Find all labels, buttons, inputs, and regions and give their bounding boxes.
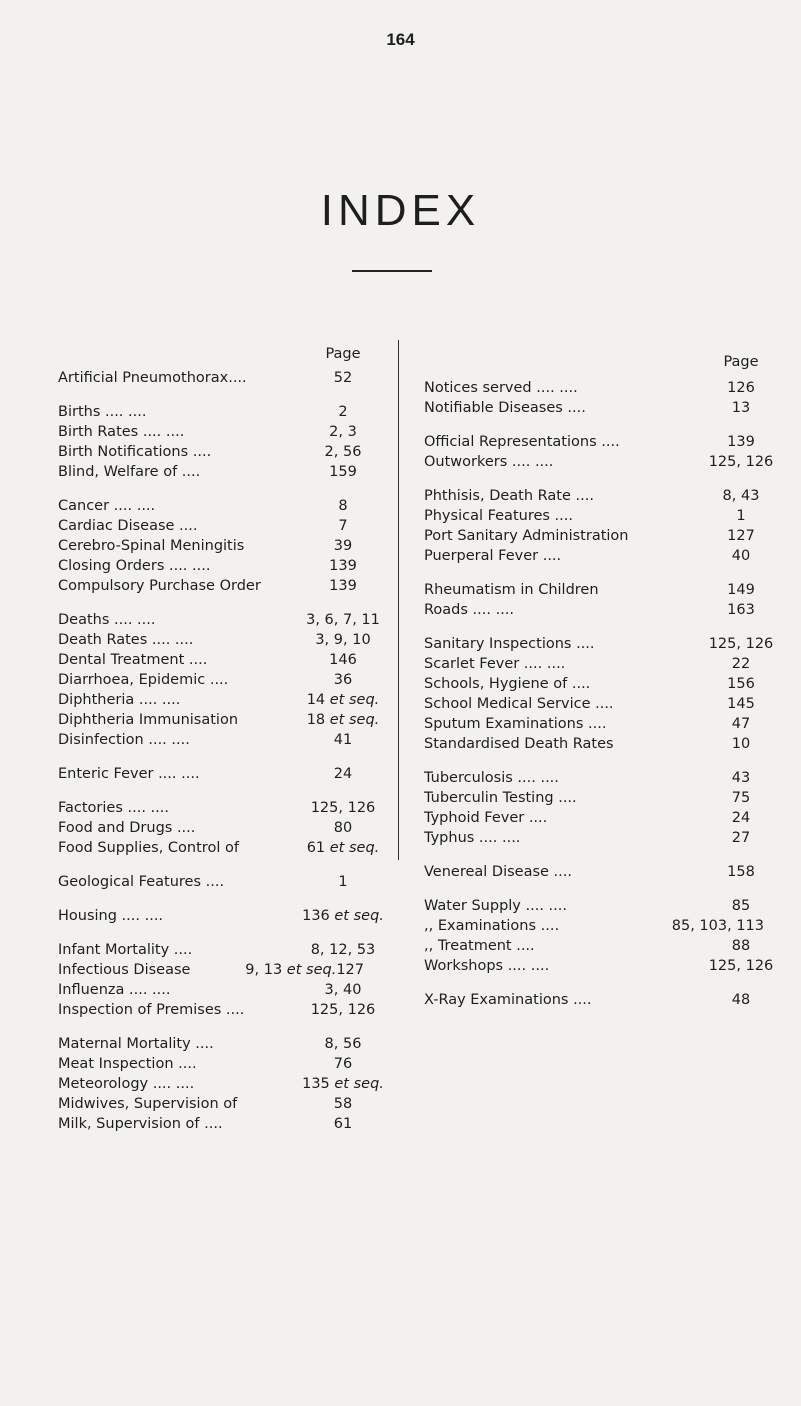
index-entry (58, 444, 388, 464)
page-reference: 139 (727, 434, 755, 450)
index-entry (424, 400, 776, 420)
index-pages (298, 498, 388, 514)
et-seq-label: et seq. (329, 908, 384, 924)
index-term: Influenza .... .... (58, 982, 171, 998)
index-term: Blind, Welfare of .... (58, 464, 201, 480)
index-term: Venereal Disease .... (424, 864, 572, 880)
page-reference: 139 (329, 578, 357, 594)
page-reference: 8, 56 (324, 1036, 362, 1052)
index-term: Diphtheria Immunisation (58, 712, 239, 728)
index-entry (424, 736, 776, 756)
page-reference-after: 127 (336, 962, 364, 978)
index-entry (424, 380, 776, 400)
index-term: Tuberculin Testing .... (424, 790, 577, 806)
index-pages (706, 790, 776, 806)
index-term: Phthisis, Death Rate .... (424, 488, 594, 504)
index-pages (706, 528, 776, 544)
index-entry (58, 652, 388, 672)
column-divider (398, 340, 399, 860)
page-reference: 3, 9, 10 (315, 632, 371, 648)
index-term: Cancer .... .... (58, 498, 156, 514)
index-entry (58, 942, 388, 962)
index-term: Meat Inspection .... (58, 1056, 197, 1072)
index-entry (58, 538, 388, 558)
index-term: Closing Orders .... .... (58, 558, 211, 574)
page-reference: 135 (302, 1076, 330, 1092)
index-term: Sanitary Inspections .... (424, 636, 595, 652)
page-reference: 88 (731, 938, 751, 954)
index-entry (424, 636, 776, 656)
index-entry (424, 938, 776, 958)
index-term: Enteric Fever .... .... (58, 766, 200, 782)
page-reference: 125, 126 (310, 800, 376, 816)
page-reference: 156 (727, 676, 755, 692)
index-entry (58, 464, 388, 484)
page-reference: 139 (329, 558, 357, 574)
index-entry (58, 982, 388, 1002)
page-reference: 61 (333, 1116, 353, 1132)
index-term: Diphtheria .... .... (58, 692, 181, 708)
index-term: Midwives, Supervision of (58, 1096, 238, 1112)
page-reference: 75 (731, 790, 751, 806)
index-term: Physical Features .... (424, 508, 573, 524)
index-term: Scarlet Fever .... .... (424, 656, 566, 672)
index-entry (58, 424, 388, 444)
page-reference: 126 (727, 380, 755, 396)
index-term: Geological Features .... (58, 874, 225, 890)
page-reference: 3, 40 (324, 982, 362, 998)
index-entry (424, 716, 776, 736)
index-entry (424, 992, 776, 1012)
index-entry (58, 800, 388, 820)
index-term: Disinfection .... .... (58, 732, 190, 748)
page-reference: 2 (338, 404, 348, 420)
index-pages (298, 370, 388, 386)
index-entry (424, 810, 776, 830)
page-reference: 125, 126 (708, 958, 774, 974)
index-pages (298, 1036, 388, 1052)
page-heading-right: Page (723, 354, 759, 370)
index-entry (424, 528, 776, 548)
index-entry (424, 898, 776, 918)
index-pages (706, 716, 776, 732)
page-number: 164 (386, 30, 415, 49)
index-entry (58, 578, 388, 598)
et-seq-label: et seq. (282, 962, 337, 978)
index-pages (706, 938, 776, 954)
page-reference: 43 (731, 770, 751, 786)
index-entry (424, 434, 776, 454)
index-pages (298, 558, 388, 574)
index-entry (58, 1116, 388, 1136)
index-entry (58, 732, 388, 752)
index-entry (424, 454, 776, 474)
page-reference: 85 (731, 898, 751, 914)
index-term: Birth Rates .... .... (58, 424, 185, 440)
page-heading-left: Page (325, 346, 361, 362)
page-reference: 58 (333, 1096, 353, 1112)
index-pages (298, 632, 388, 648)
index-term: Rheumatism in Children (424, 582, 599, 598)
index-term: Notices served .... .... (424, 380, 578, 396)
index-entry (58, 558, 388, 578)
index-entry (58, 840, 388, 860)
page-reference: 149 (727, 582, 755, 598)
index-term: Infectious Disease (58, 962, 191, 978)
index-pages (298, 908, 388, 924)
index-term: ,, Examinations .... (424, 918, 560, 934)
index-term: Official Representations .... (424, 434, 620, 450)
index-entry (424, 830, 776, 850)
index-pages (298, 424, 388, 440)
index-entry (58, 1056, 388, 1076)
page-reference: 40 (731, 548, 751, 564)
index-entry (424, 582, 776, 602)
index-term: Typhus .... .... (424, 830, 521, 846)
index-term: Births .... .... (58, 404, 147, 420)
index-term: ,, Treatment .... (424, 938, 535, 954)
index-term: Birth Notifications .... (58, 444, 212, 460)
index-pages (298, 652, 388, 668)
index-pages (298, 942, 388, 958)
index-pages (706, 736, 776, 752)
index-pages (298, 732, 388, 748)
index-entry (58, 1096, 388, 1116)
index-pages (706, 830, 776, 846)
index-term: Dental Treatment .... (58, 652, 208, 668)
index-pages (706, 810, 776, 826)
page-reference: 2, 56 (324, 444, 362, 460)
index-term: Deaths .... .... (58, 612, 156, 628)
index-entry (424, 770, 776, 790)
page-reference: 13 (731, 400, 751, 416)
index-entry (58, 1036, 388, 1056)
index-pages (706, 676, 776, 692)
et-seq-label: et seq. (325, 712, 380, 728)
page-reference: 158 (727, 864, 755, 880)
index-term: Schools, Hygiene of .... (424, 676, 591, 692)
index-pages (706, 488, 776, 504)
index-pages (624, 918, 764, 934)
index-pages (706, 864, 776, 880)
index-pages (706, 992, 776, 1008)
index-entry (58, 962, 388, 982)
page-reference: 48 (731, 992, 751, 1008)
page-reference: 14 (306, 692, 326, 708)
index-pages (298, 766, 388, 782)
index-term: Sputum Examinations .... (424, 716, 607, 732)
page-reference: 1 (736, 508, 746, 524)
index-pages (706, 696, 776, 712)
page-reference: 8 (338, 498, 348, 514)
index-entry (58, 692, 388, 712)
index-pages (298, 874, 388, 890)
index-pages (706, 636, 776, 652)
index-pages (298, 612, 388, 628)
page-reference: 10 (731, 736, 751, 752)
index-entry (58, 1002, 388, 1022)
index-term: X-Ray Examinations .... (424, 992, 592, 1008)
index-pages (298, 404, 388, 420)
index-pages (298, 692, 388, 708)
page-reference: 145 (727, 696, 755, 712)
index-term: Cerebro-Spinal Meningitis (58, 538, 245, 554)
index-term: Maternal Mortality .... (58, 1036, 214, 1052)
index-term: Tuberculosis .... .... (424, 770, 559, 786)
index-entry (58, 908, 388, 928)
index-pages (298, 840, 388, 856)
page-reference: 146 (329, 652, 357, 668)
page-reference: 1 (338, 874, 348, 890)
et-seq-label: et seq. (329, 1076, 384, 1092)
index-entry (424, 548, 776, 568)
page-reference: 39 (333, 538, 353, 554)
index-pages (298, 578, 388, 594)
page-reference: 76 (333, 1056, 353, 1072)
index-pages (298, 518, 388, 534)
page-reference: 125, 126 (708, 454, 774, 470)
page-reference: 85, 103, 113 (671, 918, 764, 934)
et-seq-label: et seq. (325, 840, 380, 856)
index-pages (706, 434, 776, 450)
index-entry (424, 918, 776, 938)
page-reference: 52 (333, 370, 353, 386)
index-term: Meteorology .... .... (58, 1076, 195, 1092)
index-entry (424, 696, 776, 716)
page-reference: 136 (302, 908, 330, 924)
index-entry (58, 632, 388, 652)
index-entry (58, 820, 388, 840)
index-term: Death Rates .... .... (58, 632, 194, 648)
index-pages (706, 548, 776, 564)
index-entry (424, 864, 776, 884)
index-entry (58, 874, 388, 894)
index-pages (298, 800, 388, 816)
index-term: Typhoid Fever .... (424, 810, 548, 826)
page-reference: 27 (731, 830, 751, 846)
title-rule (352, 270, 432, 272)
index-pages (706, 508, 776, 524)
index-term: Food Supplies, Control of (58, 840, 239, 856)
index-entry (58, 1076, 388, 1096)
page-reference: 2, 3 (329, 424, 357, 440)
et-seq-label: et seq. (325, 692, 380, 708)
index-pages (706, 656, 776, 672)
page-reference: 24 (333, 766, 353, 782)
page-reference: 80 (333, 820, 353, 836)
page-reference: 9, 13 (245, 962, 283, 978)
index-term: Water Supply .... .... (424, 898, 567, 914)
index-term: Milk, Supervision of .... (58, 1116, 223, 1132)
index-pages (706, 380, 776, 396)
index-pages (706, 602, 776, 618)
index-entry (58, 712, 388, 732)
index-entry (424, 602, 776, 622)
index-pages (214, 962, 364, 978)
index-entry (58, 498, 388, 518)
index-entry (424, 508, 776, 528)
page-reference: 22 (731, 656, 751, 672)
page-reference: 125, 126 (708, 636, 774, 652)
index-entry (58, 370, 388, 390)
page-reference: 3, 6, 7, 11 (306, 612, 380, 628)
index-entry (58, 672, 388, 692)
index-entry (58, 612, 388, 632)
index-term: Inspection of Premises .... (58, 1002, 245, 1018)
page-reference: 159 (329, 464, 357, 480)
index-term: Housing .... .... (58, 908, 164, 924)
page-reference: 36 (333, 672, 353, 688)
page-reference: 125, 126 (310, 1002, 376, 1018)
index-pages (298, 820, 388, 836)
index-entry (424, 790, 776, 810)
index-pages (298, 982, 388, 998)
index-pages (298, 1056, 388, 1072)
index-pages (706, 770, 776, 786)
index-pages (298, 1002, 388, 1018)
index-entry (58, 518, 388, 538)
index-term: Notifiable Diseases .... (424, 400, 586, 416)
index-term: Puerperal Fever .... (424, 548, 562, 564)
index-term: Infant Mortality .... (58, 942, 193, 958)
index-pages (298, 444, 388, 460)
index-term: Standardised Death Rates (424, 736, 614, 752)
index-term: Diarrhoea, Epidemic .... (58, 672, 229, 688)
index-entry (424, 488, 776, 508)
index-pages (706, 582, 776, 598)
index-term: Food and Drugs .... (58, 820, 196, 836)
index-term: Artificial Pneumothorax.... (58, 370, 247, 386)
index-term: Workshops .... .... (424, 958, 550, 974)
index-pages (298, 464, 388, 480)
page-reference: 18 (306, 712, 326, 728)
page-reference: 127 (727, 528, 755, 544)
page-reference: 24 (731, 810, 751, 826)
page-reference: 163 (727, 602, 755, 618)
index-pages (706, 898, 776, 914)
index-entry (58, 404, 388, 424)
index-term: Outworkers .... .... (424, 454, 554, 470)
page-reference: 61 (306, 840, 326, 856)
index-entry (424, 958, 776, 978)
index-pages (298, 1076, 388, 1092)
index-pages (298, 712, 388, 728)
index-entry (58, 766, 388, 786)
page-reference: 7 (338, 518, 348, 534)
index-term: Cardiac Disease .... (58, 518, 198, 534)
page-title: INDEX (320, 186, 481, 235)
page-reference: 41 (333, 732, 353, 748)
index-pages (706, 958, 776, 974)
index-term: Roads .... .... (424, 602, 515, 618)
index-entry (424, 656, 776, 676)
page-reference: 8, 12, 53 (310, 942, 376, 958)
index-pages (706, 454, 776, 470)
index-pages (298, 538, 388, 554)
index-pages (298, 1116, 388, 1132)
index-pages (706, 400, 776, 416)
index-term: Factories .... .... (58, 800, 169, 816)
index-pages (298, 672, 388, 688)
index-term: School Medical Service .... (424, 696, 614, 712)
index-term: Port Sanitary Administration (424, 528, 629, 544)
index-entry (424, 676, 776, 696)
index-pages (298, 1096, 388, 1112)
index-term: Compulsory Purchase Order (58, 578, 261, 594)
page-reference: 8, 43 (722, 488, 760, 504)
page-reference: 47 (731, 716, 751, 732)
